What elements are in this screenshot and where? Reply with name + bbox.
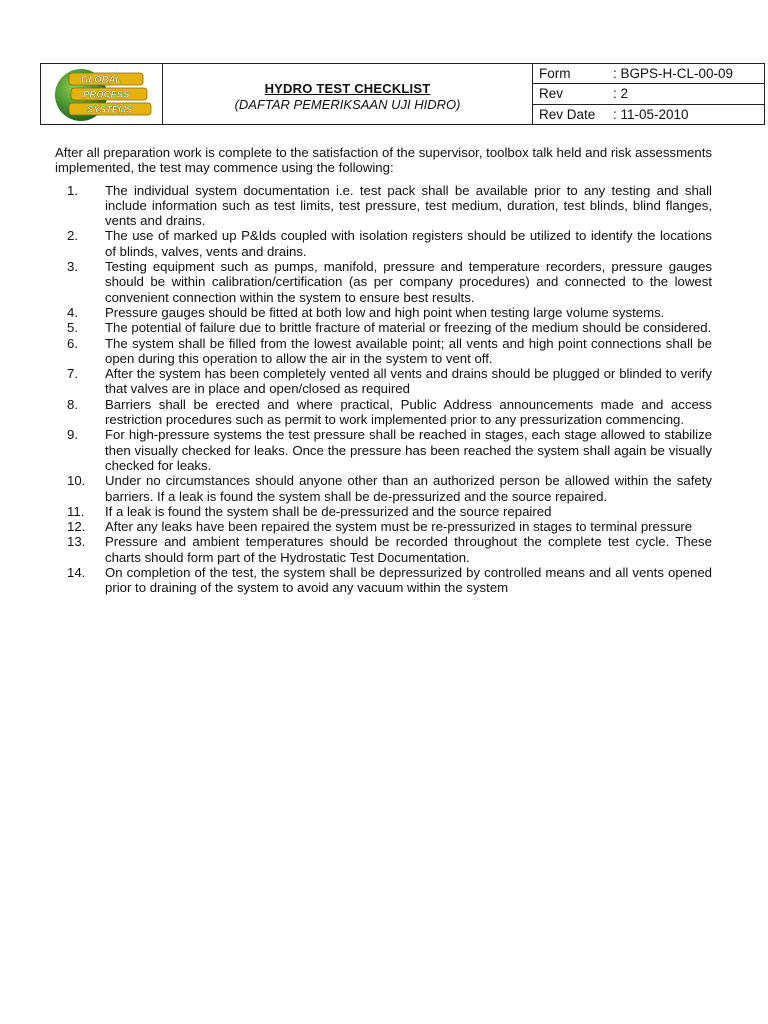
item-text: Pressure and ambient temperatures should be recorded throughout the complete test cycle. These charts should form part of the Hydrostatic Test Documentation. xyxy=(105,534,712,565)
item-number: 5. xyxy=(67,320,78,336)
item-number: 7. xyxy=(67,366,78,382)
item-number: 2. xyxy=(67,228,78,244)
item-text: The system shall be filled from the lowest available point; all vents and high point connections shall be open during this operation to allow the air in the system to vent off. xyxy=(105,335,712,366)
meta-key: Rev Date xyxy=(539,106,596,122)
logo-word-1: GLOBAL xyxy=(81,74,122,86)
list-item xyxy=(55,427,712,473)
company-logo xyxy=(47,68,157,122)
item-text: If a leak is found the system shall be de-pressurized and the source repaired xyxy=(105,503,552,519)
item-text: Under no circumstances should anyone other than an authorized person be allowed within the safety barriers. If a leak is found the system shall be de-pressurized and the source repaired. xyxy=(105,473,712,504)
item-text: After the system has been completely vented all vents and drains should be plugged or blinded to verify that valves are in place and open/closed as required xyxy=(105,366,712,397)
list-item xyxy=(55,397,712,428)
list-item xyxy=(55,228,712,259)
list-item xyxy=(55,504,712,519)
item-number: 6. xyxy=(67,335,78,351)
meta-value: : 11-05-2010 xyxy=(613,106,689,122)
document-body xyxy=(55,145,712,596)
item-number: 11. xyxy=(67,503,85,519)
item-number: 12. xyxy=(67,519,86,535)
item-text: Testing equipment such as pumps, manifold, pressure and temperature recorders, pressure gauges should be within calibration/certification (as per company procedures) and connected to the lowest convenient connection within the system to ensure best results. xyxy=(105,259,712,305)
meta-table xyxy=(533,64,764,124)
item-number: 8. xyxy=(67,396,78,412)
item-text: The potential of failure due to brittle fracture of material or freezing of the medium should be considered. xyxy=(105,320,712,336)
item-number: 10. xyxy=(67,473,86,489)
list-item xyxy=(55,519,712,534)
item-number: 14. xyxy=(67,565,86,581)
list-item xyxy=(55,366,712,397)
item-text: The use of marked up P&Ids coupled with isolation registers should be utilized to identify the locations of blinds, valves, vents and drains. xyxy=(105,228,712,259)
list-item xyxy=(55,259,712,305)
item-text: For high-pressure systems the test pressure shall be reached in stages, each stage allowed to stabilize then visually checked for leaks. Once the pressure has been reached the system shall again be visually checked for leaks. xyxy=(105,427,712,473)
item-number: 1. xyxy=(67,182,78,198)
list-item xyxy=(55,183,712,229)
item-number: 9. xyxy=(67,427,78,443)
document-title: HYDRO TEST CHECKLIST xyxy=(264,80,431,96)
list-item xyxy=(55,565,712,596)
meta-value: : 2 xyxy=(613,86,629,102)
item-text: Pressure gauges should be fitted at both low and high point when testing large volume systems. xyxy=(105,304,665,320)
meta-row-rev-date xyxy=(533,105,764,124)
logo-word-2: PROCESS xyxy=(83,89,130,101)
list-item xyxy=(55,473,712,504)
logo-word-3: SYSTEMS xyxy=(87,104,133,116)
item-number: 13. xyxy=(67,534,86,550)
item-text: After any leaks have been repaired the system must be re-pressurized in stages to terminal pressure xyxy=(105,519,693,535)
meta-key: Rev xyxy=(539,86,564,102)
list-item xyxy=(55,336,712,367)
checklist xyxy=(55,183,712,596)
item-text: On completion of the test, the system shall be depressurized by controlled means and all vents opened prior to draining of the system to avoid any vacuum within the system xyxy=(105,565,712,596)
document-header xyxy=(40,63,765,125)
intro-paragraph: After all preparation work is complete to the satisfaction of the supervisor, toolbox talk held and risk assessments implemented, the test may commence using the following: xyxy=(55,145,712,176)
item-text: The individual system documentation i.e. test pack shall be available prior to any testing and shall include information such as test limits, test pressure, test medium, duration, test blinds, blind flanges, vents and drains. xyxy=(105,182,712,229)
document-subtitle: (DAFTAR PEMERIKSAAN UJI HIDRO) xyxy=(234,96,461,112)
item-number: 4. xyxy=(67,304,78,320)
meta-key: Form xyxy=(539,66,571,82)
item-text: Barriers shall be erected and where practical, Public Address announcements made and access restriction procedures such as permit to work implemented prior to any pressurization commencing. xyxy=(105,396,712,428)
list-item xyxy=(55,534,712,565)
item-number: 3. xyxy=(67,259,78,275)
meta-row-rev xyxy=(533,84,764,104)
logo-cell xyxy=(41,64,163,124)
list-item xyxy=(55,320,712,335)
meta-row-form xyxy=(533,64,764,84)
meta-value: : BGPS-H-CL-00-09 xyxy=(613,66,734,82)
list-item xyxy=(55,305,712,320)
title-cell xyxy=(163,64,533,124)
